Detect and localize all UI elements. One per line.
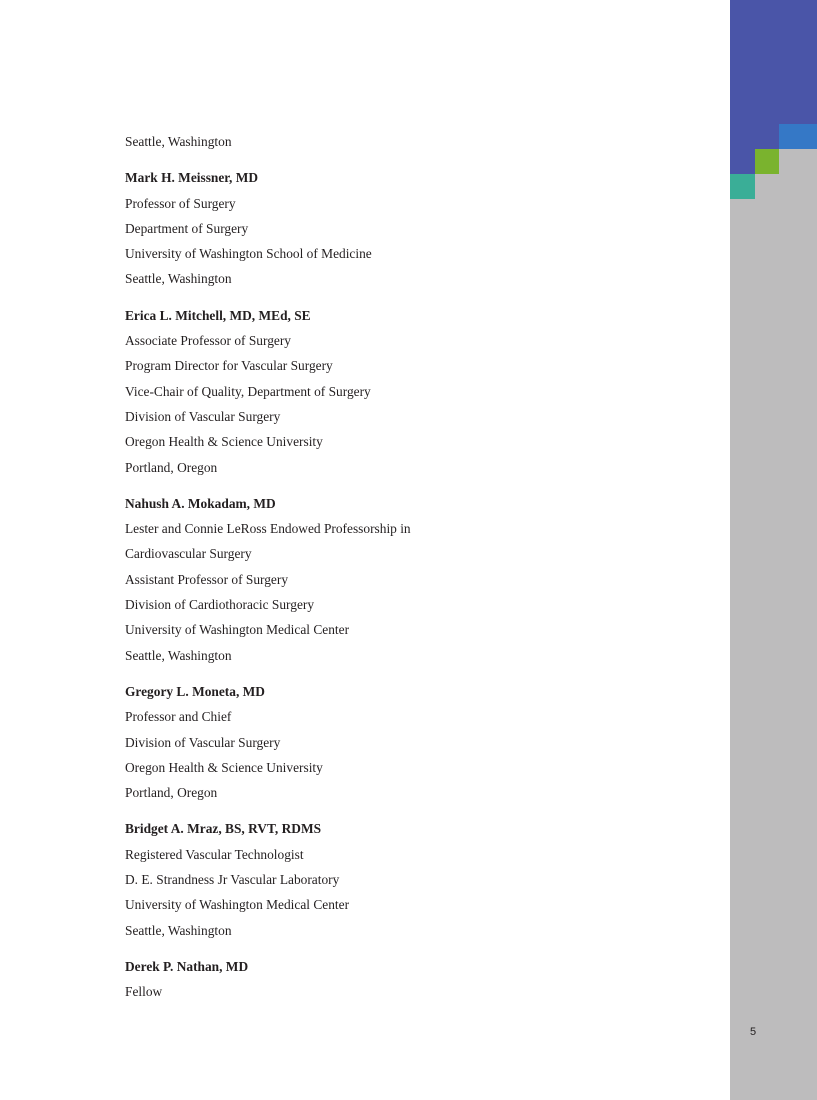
contributor-name: Bridget A. Mraz, BS, RVT, RDMS (125, 821, 322, 837)
intro-location-line: Seattle, Washington (125, 134, 232, 149)
contributor-affiliation-line: Professor and Chief (125, 709, 232, 725)
page-number: 5 (750, 1026, 757, 1038)
contributor-affiliation-line: University of Washington School of Medicine (125, 246, 372, 262)
contributor-entries (125, 165, 715, 1004)
contributor-affiliation-line: Lester and Connie LeRoss Endowed Professorship in (125, 521, 411, 537)
contributor-entry (125, 303, 715, 480)
contributor-affiliation-line: Division of Vascular Surgery (125, 734, 281, 750)
contributor-affiliation-line: University of Washington Medical Center (125, 897, 350, 913)
contributor-entry (125, 165, 715, 291)
contributor-entry (125, 679, 715, 805)
contributor-affiliation-line: Division of Vascular Surgery (125, 408, 281, 424)
contributor-affiliation-line: Assistant Professor of Surgery (125, 571, 289, 587)
contributor-affiliation-line: Associate Professor of Surgery (125, 333, 291, 349)
sidebar-color-block-indigo-step (730, 124, 779, 149)
contributor-affiliation-line: Division of Cardiothoracic Surgery (125, 597, 315, 613)
contributor-affiliation-line: Seattle, Washington (125, 271, 232, 287)
contributor-affiliation-line: Oregon Health & Science University (125, 434, 323, 450)
contributor-name: Nahush A. Mokadam, MD (125, 495, 276, 511)
contributor-name: Erica L. Mitchell, MD, MEd, SE (125, 307, 311, 323)
sidebar-color-block-indigo-lower (730, 149, 755, 174)
contributor-affiliation-line: Portland, Oregon (125, 459, 218, 475)
sidebar-color-block-blue (779, 124, 817, 149)
contributor-affiliation-line: Cardiovascular Surgery (125, 546, 252, 562)
sidebar-color-block-teal (730, 174, 755, 199)
contributor-affiliation-line: Program Director for Vascular Surgery (125, 358, 333, 374)
contributor-affiliation-line: University of Washington Medical Center (125, 622, 350, 638)
sidebar-color-block-green (755, 149, 779, 174)
contributor-affiliation-line: Oregon Health & Science University (125, 759, 323, 775)
contributor-name: Mark H. Meissner, MD (125, 170, 259, 186)
contributor-affiliation-line: Seattle, Washington (125, 922, 232, 938)
contributor-affiliation-line: D. E. Strandness Jr Vascular Laboratory (125, 872, 340, 888)
contributor-affiliation-line: Seattle, Washington (125, 647, 232, 663)
contributor-name: Gregory L. Moneta, MD (125, 683, 265, 699)
contributor-name: Derek P. Nathan, MD (125, 958, 249, 974)
contributor-affiliation-line: Vice-Chair of Quality, Department of Surgery (125, 383, 371, 399)
contributor-affiliation-line: Registered Vascular Technologist (125, 846, 304, 862)
contributor-list (125, 129, 715, 1005)
contributor-affiliation-line: Portland, Oregon (125, 785, 218, 801)
contributor-entry (125, 491, 715, 668)
contributor-affiliation-line: Fellow (125, 984, 163, 1000)
contributor-affiliation-line: Department of Surgery (125, 220, 249, 236)
contributor-entry (125, 954, 715, 1005)
contributor-entry (125, 816, 715, 942)
contributor-affiliation-line: Professor of Surgery (125, 195, 236, 211)
sidebar-color-block-indigo (730, 0, 817, 124)
